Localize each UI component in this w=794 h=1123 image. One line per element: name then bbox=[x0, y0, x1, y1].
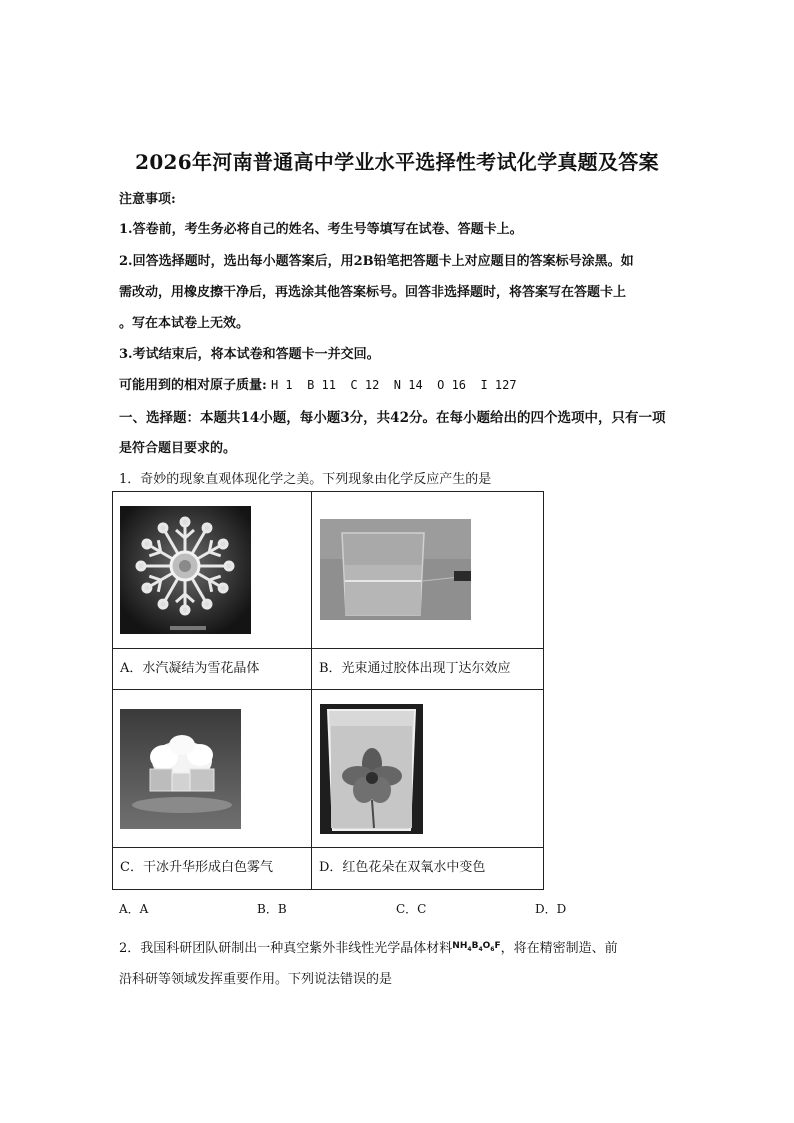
question-2-stem-line-2: 沿科研等领域发挥重要作用。下列说法错误的是 bbox=[119, 972, 393, 987]
question-1-options-table bbox=[112, 491, 544, 890]
question-1-stem: 1．奇妙的现象直观体现化学之美。下列现象由化学反应产生的是 bbox=[119, 472, 492, 487]
question-1-choice-d: D．D bbox=[535, 902, 567, 916]
notice-item-2-line-1: 2.回答选择题时，选出每小题答案后，用2B铅笔把答题卡上对应题目的答案标号涂黑。如 bbox=[119, 254, 634, 269]
option-c-caption: C．干冰升华形成白色雾气 bbox=[120, 860, 273, 875]
option-a-image-cell bbox=[113, 492, 312, 649]
notice-heading: 注意事项: bbox=[119, 192, 176, 207]
option-d-caption-cell bbox=[312, 848, 544, 890]
flower-beaker-image bbox=[320, 704, 423, 834]
question-1-choice-c: C．C bbox=[396, 902, 427, 916]
notice-item-1: 1.答卷前，考生务必将自己的姓名、考生号等填写在试卷、答题卡上。 bbox=[119, 222, 523, 237]
page-title: 2026年河南普通高中学业水平选择性考试化学真题及答案 bbox=[135, 150, 659, 174]
option-b-image-cell bbox=[312, 492, 544, 649]
section-1-line-2: 是符合题目要求的。 bbox=[119, 441, 237, 456]
question-1-choice-b: B．B bbox=[257, 902, 287, 916]
snowflake-image bbox=[120, 506, 251, 634]
dry-ice-image bbox=[120, 709, 241, 829]
notice-item-3: 3.考试结束后，将本试卷和答题卡一并交回。 bbox=[119, 347, 380, 362]
option-a-caption-cell bbox=[113, 649, 312, 690]
chemical-formula: NH4B4O6F bbox=[452, 941, 501, 953]
question-2-stem-after: ，将在精密制造、前 bbox=[500, 941, 618, 956]
option-d-caption: D．红色花朵在双氧水中变色 bbox=[319, 860, 486, 875]
option-b-caption: B．光束通过胶体出现丁达尔效应 bbox=[319, 661, 511, 676]
option-b-caption-cell bbox=[312, 649, 544, 690]
option-d-image-cell bbox=[312, 690, 544, 848]
notice-item-2-line-2: 需改动，用橡皮擦干净后，再选涂其他答案标号。回答非选择题时，将答案写在答题卡上 bbox=[119, 285, 627, 300]
atomic-mass-values: H 1 B 11 C 12 N 14 O 16 I 127 bbox=[270, 378, 517, 392]
section-1-line-1: 一、选择题：本题共14小题，每小题3分，共42分。在每小题给出的四个选项中，只有一项 bbox=[119, 410, 666, 426]
question-2-stem-before: 2．我国科研团队研制出一种真空紫外非线性光学晶体材料 bbox=[119, 941, 453, 956]
option-a-caption: A．水汽凝结为雪花晶体 bbox=[120, 661, 260, 676]
question-1-choice-a: A．A bbox=[119, 902, 149, 916]
atomic-mass-label: 可能用到的相对原子质量: bbox=[119, 378, 267, 393]
tyndall-beaker-image bbox=[320, 519, 471, 620]
atomic-mass-line bbox=[119, 374, 517, 393]
option-c-image-cell bbox=[113, 690, 312, 848]
notice-item-2-line-3: 。写在本试卷上无效。 bbox=[119, 316, 250, 331]
question-2-stem-line-1 bbox=[119, 937, 618, 956]
option-c-caption-cell bbox=[113, 848, 312, 890]
